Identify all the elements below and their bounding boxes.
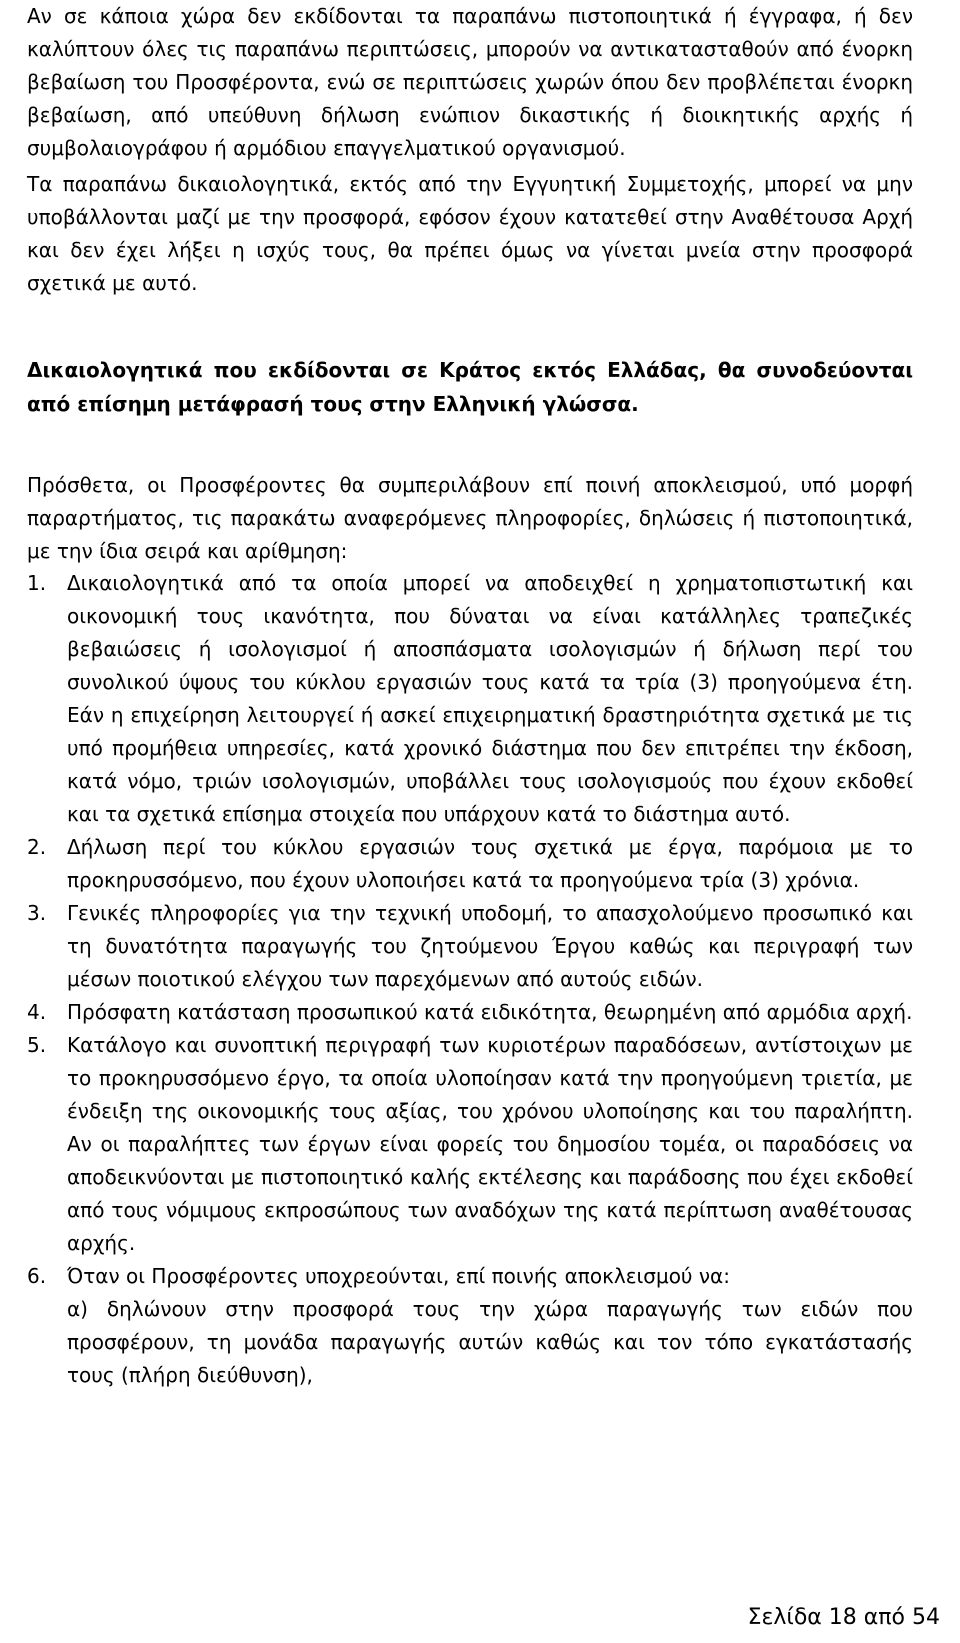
list-item xyxy=(0,1260,913,1392)
list-item-text: Γενικές πληροφορίες για την τεχνική υποδομή, το απασχολούμενο προσωπικό και τη δυνατότητα παραγωγής του ζητούμενου Έργου καθώς και περιγραφή των μέσων ποιοτικού ελέγχου των παρεχόμενων από αυτούς ειδών. xyxy=(67,901,913,991)
paragraph-documents-submission: Τα παραπάνω δικαιολογητικά, εκτός από την Εγγυητική Συμμετοχής, μπορεί να μην υποβάλλονται μαζί με την προσφορά, εφόσον έχουν κατατεθεί στην Αναθέτουσα Αρχή και δεν έχει λήξει η ισχύς τους, θα πρέπει όμως να γίνεται μνεία στην προσφορά σχετικά με αυτό. xyxy=(27,172,913,295)
list-item-number: 4. xyxy=(27,1000,47,1024)
list-item-number: 3. xyxy=(27,901,47,925)
list-item-number: 2. xyxy=(27,835,47,859)
list-item-number: 1. xyxy=(27,571,47,595)
translation-requirement-heading: Δικαιολογητικά που εκδίδονται σε Κράτος εκτός Ελλάδας, θα συνοδεύονται από επίσημη μετάφρασή τους στην Ελληνική γλώσσα. xyxy=(27,358,913,416)
list-item xyxy=(0,996,913,1029)
list-item xyxy=(0,567,913,831)
paragraph-additional-info: Πρόσθετα, οι Προσφέροντες θα συμπεριλάβουν επί ποινή αποκλεισμού, υπό μορφή παραρτήματος, τις παρακάτω αναφερόμενες πληροφορίες, δηλώσεις ή πιστοποιητικά, με την ίδια σειρά και αρίθμηση: xyxy=(27,473,913,563)
list-item xyxy=(0,831,913,897)
list-item-text: Δήλωση περί του κύκλου εργασιών τους σχετικά με έργα, παρόμοια με το προκηρυσσόμενο, που έχουν υλοποιήσει κατά τα προηγούμενα τρία (3) χρόνια. xyxy=(67,835,913,892)
requirements-list xyxy=(0,567,913,1392)
page-number: Σελίδα 18 από 54 xyxy=(747,1605,940,1630)
list-subitem-text: α) δηλώνουν στην προσφορά τους την χώρα παραγωγής των ειδών που προσφέρουν, τη μονάδα παραγωγής αυτών καθώς και τον τόπο εγκατάστασής τους (πλήρη διεύθυνση), xyxy=(67,1297,913,1387)
list-item-number: 5. xyxy=(27,1033,47,1057)
list-item xyxy=(0,897,913,996)
list-item xyxy=(0,1029,913,1260)
list-item-text: Κατάλογο και συνοπτική περιγραφή των κυριοτέρων παραδόσεων, αντίστοιχων με το προκηρυσσόμενο έργο, τα οποία υλοποίησαν κατά την προηγούμενη τριετία, με ένδειξη της οικονομικής τους αξίας, του χρόνου υλοποίησης και του παραλήπτη. Αν οι παραλήπτες των έργων είναι φορείς του δημοσίου τομέα, οι παραδόσεις να αποδεικνύονται με πιστοποιητικό καλής εκτέλεσης και παράδοσης που έχει εκδοθεί από τους νόμιμους εκπροσώπους των αναδόχων της κατά περίπτωση αναθέτουσας αρχής. xyxy=(67,1033,913,1255)
list-item-text: Πρόσφατη κατάσταση προσωπικού κατά ειδικότητα, θεωρημένη από αρμόδια αρχή. xyxy=(67,1000,913,1024)
list-item-number: 6. xyxy=(27,1264,47,1288)
paragraph-sworn-statement: Αν σε κάποια χώρα δεν εκδίδονται τα παραπάνω πιστοποιητικά ή έγγραφα, ή δεν καλύπτουν όλες τις παραπάνω περιπτώσεις, μπορούν να αντικατασταθούν από ένορκη βεβαίωση του Προσφέροντα, ενώ σε περιπτώσεις χωρών όπου δεν προβλέπεται ένορκη βεβαίωση, από υπεύθυνη δήλωση ενώπιον δικαστικής ή διοικητικής αρχής ή συμβολαιογράφου ή αρμόδιου επαγγελματικού οργανισμού. xyxy=(27,4,913,160)
list-item-text: Δικαιολογητικά από τα οποία μπορεί να αποδειχθεί η χρηματοπιστωτική και οικονομική τους ικανότητα, που δύναται να είναι κατάλληλες τραπεζικές βεβαιώσεις ή ισολογισμοί ή αποσπάσματα ισολογισμών ή δήλωση περί του συνολικού ύψους του κύκλου εργασιών τους κατά τα τρία (3) προηγούμενα έτη. Εάν η επιχείρηση λειτουργεί ή ασκεί επιχειρηματική δραστηριότητα σχετικά με τις υπό προμήθεια υπηρεσίες, κατά χρονικό διάστημα που δεν επιτρέπει την έκδοση, κατά νόμο, τριών ισολογισμών, υποβάλλει τους ισολογισμούς που έχουν εκδοθεί και τα σχετικά επίσημα στοιχεία που υπάρχουν κατά το διάστημα αυτό. xyxy=(67,571,913,826)
list-item-text: Όταν οι Προσφέροντες υποχρεούνται, επί ποινής αποκλεισμού να: xyxy=(67,1264,730,1288)
